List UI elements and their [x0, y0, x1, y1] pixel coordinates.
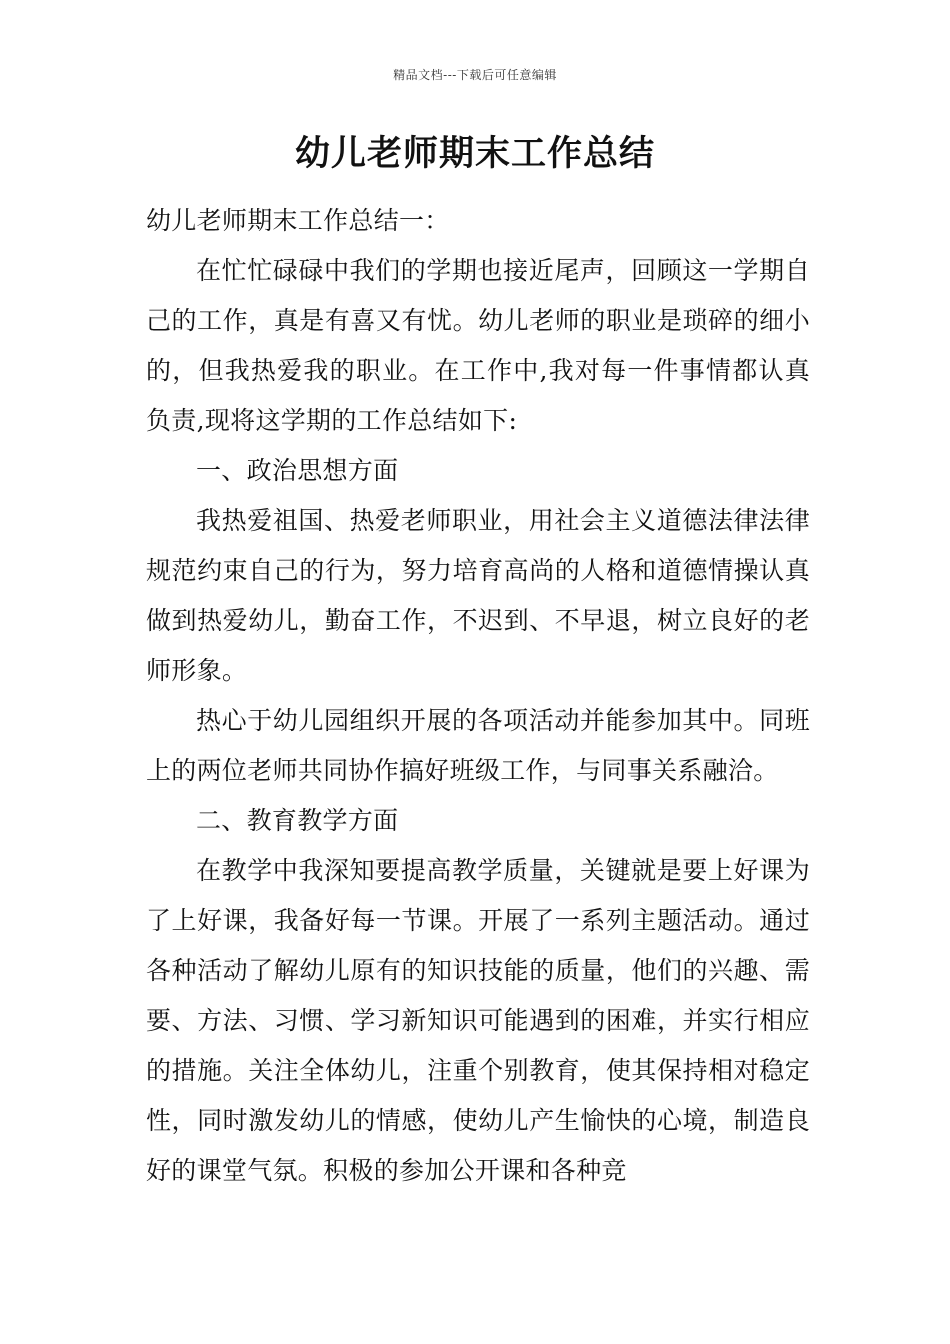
- paragraph-section-heading: 幼儿老师期末工作总结一：: [146, 206, 450, 235]
- paragraph-heading-teaching: 二、教育教学方面: [196, 806, 399, 835]
- paragraph-political: 我热爱祖国、热爱老师职业，用社会主义道德法律法律规范约束自己的行为，努力培育高尚的人格和道德情操认真做到热爱幼儿，勤奋工作，不迟到、不早退，树立良好的老师形象。: [146, 506, 810, 685]
- paragraph-activities: 热心于幼儿园组织开展的各项活动并能参加其中。同班上的两位老师共同协作搞好班级工作，与同事关系融洽。: [146, 706, 810, 785]
- document-title: 幼儿老师期末工作总结: [294, 133, 655, 174]
- header-note: 精品文档---下载后可任意编辑: [393, 68, 557, 82]
- paragraph-intro: 在忙忙碌碌中我们的学期也接近尾声，回顾这一学期自己的工作，真是有喜又有忧。幼儿老师的职业是琐碎的细小的，但我热爱我的职业。在工作中,我对每一件事情都认真负责,现将这学期的工作总结如下:: [146, 256, 810, 435]
- paragraph-heading-political: 一、政治思想方面: [196, 456, 399, 485]
- paragraph-teaching: 在教学中我深知要提高教学质量，关键就是要上好课为了上好课，我备好每一节课。开展了一系列主题活动。通过各种活动了解幼儿原有的知识技能的质量，他们的兴趣、需要、方法、习惯、学习新知识可能遇到的困难，并实行相应的措施。关注全体幼儿，注重个别教育，使其保持相对稳定性，同时激发幼儿的情感，使幼儿产生愉快的心境，制造良好的课堂气氛。积极的参加公开课和各种竞: [146, 856, 810, 1185]
- document-body: [146, 196, 810, 1196]
